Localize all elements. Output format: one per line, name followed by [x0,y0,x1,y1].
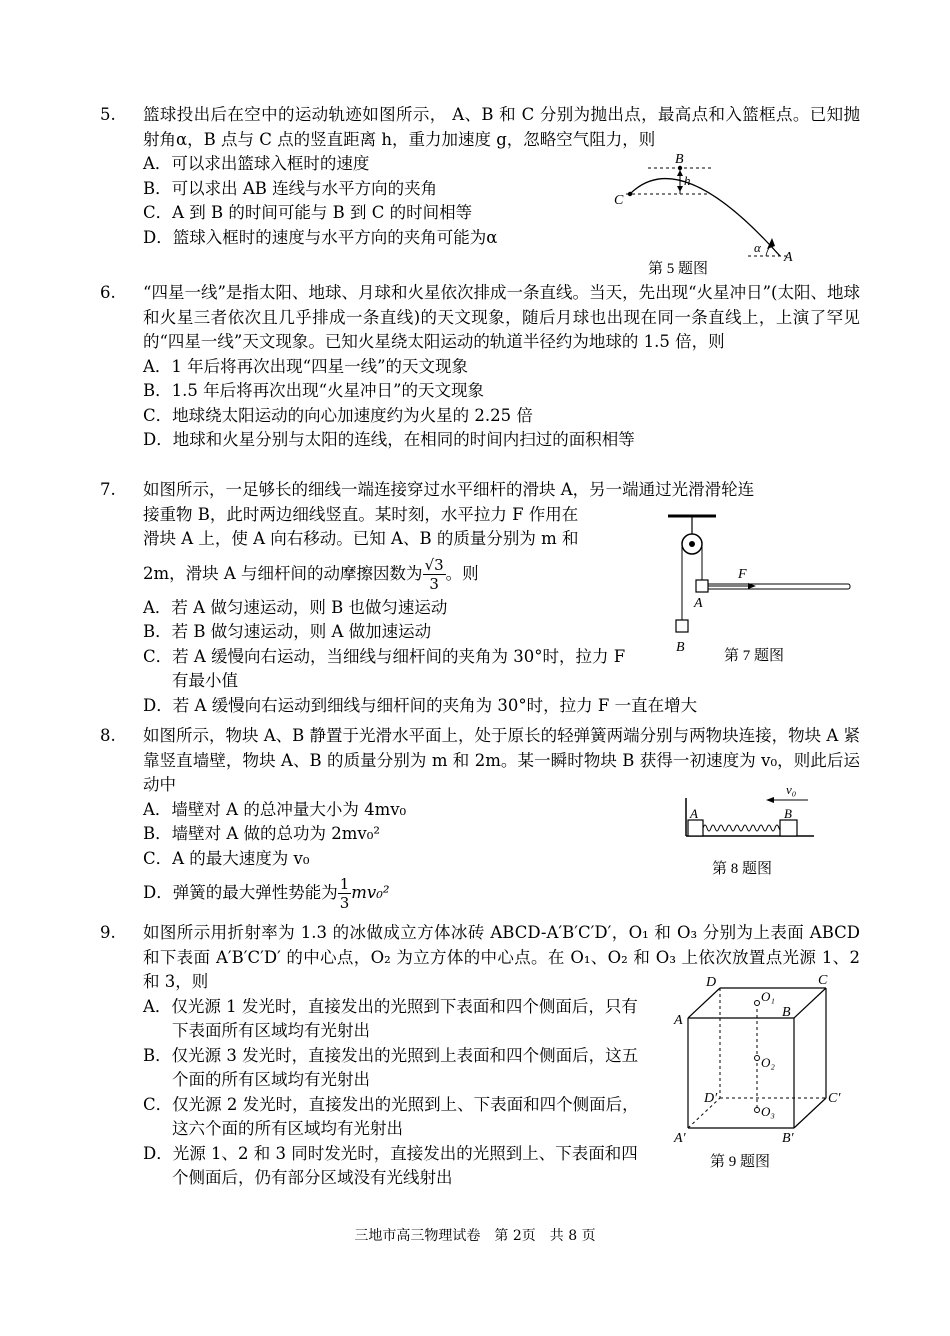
label-d-prime: D′ [704,1091,718,1106]
label-h: h [684,173,691,188]
label-o1: O₁ [761,989,775,1004]
option-a: A．仅光源 1 发光时，直接发出的光照到下表面和四个侧面后，只有下表面所有区域均有光射出 [143,996,638,1040]
label-d: D [706,975,717,990]
point-o2 [755,1056,760,1061]
fraction-numerator: √3 [424,555,444,574]
edge-ad [688,988,720,1018]
label-a-prime: A′ [674,1131,686,1146]
label-b-prime: B′ [782,1131,794,1146]
option-d-text: D．弹簧的最大弹性势能为 [143,883,338,902]
question-number: 6. [100,283,116,302]
label-a: A [674,1013,683,1028]
label-a: A [690,806,698,821]
page-footer: 三地市高三物理试卷 第 2页 共 8 页 [354,1228,596,1244]
fraction-denominator: 3 [429,574,439,593]
option-a: A．1 年后将再次出现“四星一线”的天文现象 [143,356,469,376]
option-d: D．篮球入框时的速度与水平方向的夹角可能为α [143,227,498,247]
block-b [780,820,797,836]
figure-caption: 第 9 题图 [710,1154,771,1170]
label-o2: O₂ [761,1055,775,1070]
figure-8-spring [680,780,820,880]
option-d: D．光源 1、2 和 3 同时发光时，直接发出的光照到上、下表面和四个侧面后，仍有部分区域没有光线射出 [143,1143,638,1187]
figure-caption: 第 5 题图 [648,261,709,277]
option-b: B．墙壁对 A 做的总功为 2mv₀² [143,824,380,843]
figure-caption: 第 8 题图 [712,861,773,877]
point-o1 [755,1001,760,1006]
option-c: C．A 的最大速度为 v₀ [143,848,310,868]
question-stem-line-2: 接重物 B，此时两边细线竖直。某时刻，水平拉力 F 作用在 [143,504,579,524]
figure-5-trajectory [608,146,798,278]
option-d: D．若 A 缓慢向右运动到细线与细杆间的夹角为 30°时，拉力 F 一直在增大 [143,695,698,715]
label-a: A [694,596,703,611]
question-stem: 篮球投出后在空中的运动轨迹如图所示， A、B 和 C 分别为抛出点，最高点和入篮框点。已知抛射角α，B 点与 C 点的竖直距离 h，重力加速度 g，忽略空气阻力，则 [143,105,860,149]
option-a: A．墙壁对 A 的总冲量大小为 4mv₀ [143,799,407,819]
label-a: A [784,250,793,265]
option-a: A．可以求出篮球入框时的速度 [143,154,370,173]
option-c: C．仅光源 2 发光时，直接发出的光照到上、下表面和四个侧面后，这六个面的所有区域均有光射出 [143,1094,639,1138]
question-number: 8. [100,726,116,745]
option-d: D．地球和火星分别与太阳的连线，在相同的时间内扫过的面积相等 [143,430,635,449]
label-c-prime: C′ [828,1091,841,1106]
slider-a [696,580,708,592]
question-number: 9. [100,923,116,942]
label-v0: v₀ [786,782,797,797]
option-d-expression: mv₀² [351,883,390,902]
label-b: B [782,1005,791,1020]
question-stem: 如图所示用折射率为 1.3 的冰做成立方体冰砖 ABCD-A′B′C′D′，O₁ 和 O₃ 分别为上表面 ABCD 和下表面 A′B′C′D′ 的中心点，O₂ 为立方体的中心点。在 O₁、O₂ 和 O₃ 上依次放置点光源 1、2 和 3，则 [143,923,860,991]
fraction [338,875,352,912]
question-stem: 如图所示，物块 A、B 静置于光滑水平面上，处于原长的轻弹簧两端分别与两物块连接，物块 A 紧靠竖直墙壁，物块 A、B 的质量分别为 m 和 2m。某一瞬时物块 B 获得一初速度为 v₀，则此后运动中 [143,726,860,794]
option-c: C．若 A 缓慢向右运动，当细线与细杆间的夹角为 30°时，拉力 F 有最小值 [143,646,626,690]
figure-9-cube [668,970,860,1176]
fraction [423,556,446,593]
option-b: B．若 B 做匀速运动，则 A 做加速运动 [143,622,432,641]
label-alpha: α [754,240,761,255]
label-c: C [614,193,624,208]
question-stem-line-3: 滑块 A 上，使 A 向右移动。已知 A、B 的质量分别为 m 和 [143,529,579,548]
edge-bc [794,988,826,1018]
option-c: C．A 到 B 的时间可能与 B 到 C 的时间相等 [143,203,473,222]
question-stem: “四星一线”是指太阳、地球、月球和火星依次排成一条直线。当天，先出现“火星冲日”(太阳、地球和火星三者依次且几乎排成一条直线)的天文现象，随后月球也出现在同一条直线上，上演了罕见的“四星一线”天文现象。已知火星绕太阳运动的轨道半径约为地球的 1.5 倍，则 [143,283,860,351]
point-c [628,192,632,196]
label-b: B [784,806,792,821]
edge-bc-bottom [794,1098,826,1128]
velocity-arrowhead [766,797,774,803]
option-b: B．1.5 年后将再次出现“火星冲日”的天文现象 [143,381,484,400]
question-stem-line-1: 如图所示，一足够长的细线一端连接穿过水平细杆的滑块 A，另一端通过光滑滑轮连 [143,480,755,499]
option-a: A．若 A 做匀速运动，则 B 也做匀速运动 [143,597,448,617]
pulley-axle [689,541,695,547]
arrow-down [677,186,683,192]
arrow-up [677,170,683,176]
block-b [676,620,688,632]
point-o3 [755,1108,760,1113]
label-c: C [818,973,828,988]
question-number: 7. [100,480,116,499]
label-f: F [738,567,747,582]
label-b: B [675,152,684,167]
option-b: B．可以求出 AB 连线与水平方向的夹角 [143,178,438,198]
block-a [688,820,703,836]
figure-7-pulley [660,512,860,672]
label-o3: O₃ [761,1104,775,1119]
question-6 [100,281,860,453]
fraction-denominator: 3 [339,894,350,912]
stem-text-end: 。则 [445,563,479,583]
label-b: B [676,640,685,655]
fraction-numerator: 1 [339,875,350,893]
stem-text: 2m，滑块 A 与细杆间的动摩擦因数为 [143,563,423,583]
question-number: 5. [100,105,116,124]
figure-caption: 第 7 题图 [724,648,785,664]
option-b: B．仅光源 3 发光时，直接发出的光照到上表面和四个侧面后，这五个面的所有区域均有光射出 [143,1045,639,1089]
option-c: C．地球绕太阳运动的向心加速度约为火星的 2.25 倍 [143,405,533,425]
